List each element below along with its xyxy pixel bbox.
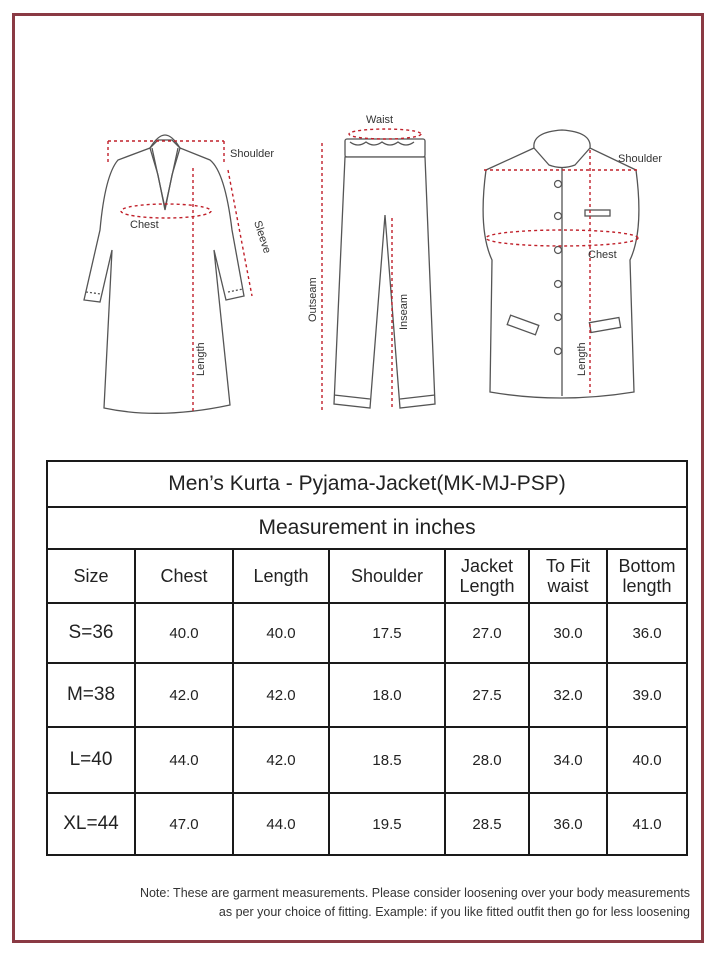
kurta-chest-label: Chest (130, 219, 159, 231)
table-subtitle: Measurement in inches (47, 507, 687, 549)
shoulder-cell: 17.5 (329, 603, 445, 663)
jacket-length-cell: 28.5 (445, 793, 529, 855)
header-shoulder: Shoulder (329, 549, 445, 603)
length-cell: 42.0 (233, 663, 329, 727)
size-cell: S=36 (47, 603, 135, 663)
header-bottom-length: Bottom length (607, 549, 687, 603)
table-header-row (47, 549, 687, 603)
header-size: Size (47, 549, 135, 603)
length-cell: 44.0 (233, 793, 329, 855)
chest-cell: 47.0 (135, 793, 233, 855)
waist-cell: 36.0 (529, 793, 607, 855)
length-cell: 40.0 (233, 603, 329, 663)
chest-cell: 44.0 (135, 727, 233, 793)
size-cell: M=38 (47, 663, 135, 727)
jacket-sketch (483, 130, 639, 398)
note-line-1: Note: These are garment measurements. Please consider loosening over your body measurements (139, 886, 690, 900)
header-jacket-length: Jacket Length (445, 549, 529, 603)
shoulder-cell: 18.0 (329, 663, 445, 727)
waist-cell: 34.0 (529, 727, 607, 793)
bottom-length-cell: 41.0 (607, 793, 687, 855)
size-chart-table (46, 460, 688, 856)
jacket-length-label: Length (576, 342, 588, 376)
bottom-length-cell: 40.0 (607, 727, 687, 793)
shoulder-cell: 19.5 (329, 793, 445, 855)
table-title: Men’s Kurta - Pyjama-Jacket(MK-MJ-PSP) (47, 461, 687, 507)
table-row (47, 603, 687, 663)
waist-cell: 30.0 (529, 603, 607, 663)
table-row (47, 727, 687, 793)
pyjama-inseam-label: Inseam (398, 293, 410, 330)
pyjama-outseam-label: Outseam (307, 277, 319, 322)
pyjama-waist-label: Waist (366, 114, 394, 126)
kurta-sleeve-label: Sleeve (251, 219, 273, 255)
kurta-length-label: Length (195, 342, 207, 376)
fitting-note (30, 884, 690, 922)
length-cell: 42.0 (233, 727, 329, 793)
size-cell: XL=44 (47, 793, 135, 855)
chest-cell: 42.0 (135, 663, 233, 727)
bottom-length-cell: 36.0 (607, 603, 687, 663)
size-cell: L=40 (47, 727, 135, 793)
jacket-chest-label: Chest (588, 249, 617, 261)
table-row (47, 663, 687, 727)
pyjama-sketch (334, 139, 435, 408)
header-length: Length (233, 549, 329, 603)
garment-diagrams (0, 0, 720, 440)
kurta-shoulder-label: Shoulder (230, 148, 275, 160)
waist-cell: 32.0 (529, 663, 607, 727)
note-line-2: as per your choice of fitting. Example: if you like fitted outfit then go for less loosening (218, 905, 690, 919)
jacket-length-cell: 27.0 (445, 603, 529, 663)
jacket-length-cell: 28.0 (445, 727, 529, 793)
header-chest: Chest (135, 549, 233, 603)
bottom-length-cell: 39.0 (607, 663, 687, 727)
table-row (47, 793, 687, 855)
jacket-length-cell: 27.5 (445, 663, 529, 727)
shoulder-cell: 18.5 (329, 727, 445, 793)
kurta-sketch (84, 135, 244, 413)
chest-cell: 40.0 (135, 603, 233, 663)
header-to-fit-waist: To Fit waist (529, 549, 607, 603)
jacket-shoulder-label: Shoulder (618, 153, 663, 165)
